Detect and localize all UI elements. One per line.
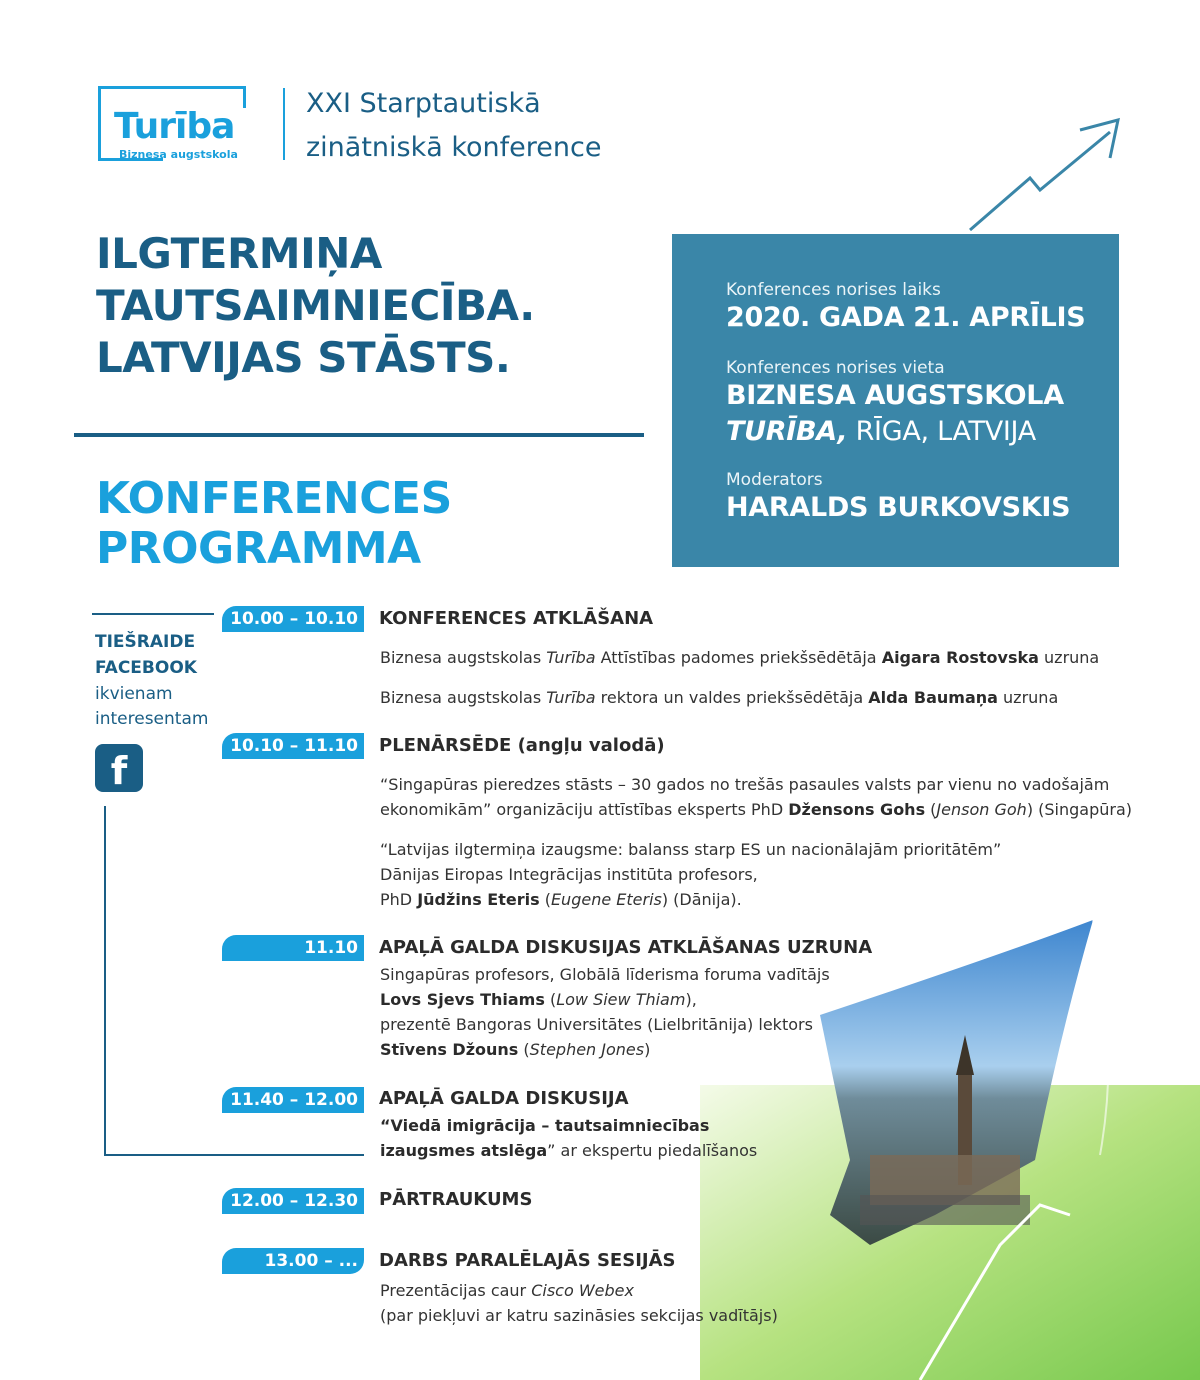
item-title-5: PĀRTRAUKUMS (379, 1189, 533, 1210)
logo-name: Turība (114, 106, 235, 147)
speaker-name: Jūdžins Eteris (417, 890, 540, 909)
item-title-4: APAĻĀ GALDA DISKUSIJA (379, 1088, 629, 1109)
speaker-name: Alda Baumaņa (868, 688, 998, 707)
t: Biznesa augstskolas (380, 688, 547, 707)
time-slot-5: 12.00 – 12.30 (222, 1188, 364, 1214)
t: Cisco Webex (531, 1281, 634, 1300)
time-slot-2: 10.10 – 11.10 (222, 733, 364, 759)
live-line3: ikvienam (95, 684, 173, 704)
t: (par piekļuvi ar katru sazināsies sekcijas vadītājs) (380, 1306, 778, 1325)
live-line4: interesentam (95, 709, 209, 729)
t (380, 1138, 757, 1163)
live-line1: TIEŠRAIDE (95, 632, 196, 652)
facebook-icon[interactable]: f (95, 744, 143, 792)
talk-speaker (380, 887, 1001, 912)
main-title-line2: TAUTSAIMNIECĪBA. (96, 281, 535, 330)
t: ( (925, 800, 937, 819)
timeline-line-bottom (104, 1154, 364, 1156)
item6-details (380, 1278, 778, 1328)
talk-speaker (380, 797, 1132, 822)
t: Low Siew Thiam (556, 990, 686, 1009)
time-label: Konferences norises laiks (726, 280, 941, 300)
time-slot-1: 10.00 – 10.10 (222, 606, 364, 632)
time-slot-6: 13.00 – ... (222, 1248, 364, 1274)
main-title (96, 228, 535, 384)
item-title-2: PLENĀRSĒDE (angļu valodā) (379, 735, 665, 756)
t: ekonomikām” organizāciju attīstības eksperts PhD (380, 800, 789, 819)
place-line1: BIZNESA AUGSTSKOLA (726, 380, 1064, 411)
item3-details (380, 962, 830, 1062)
place-label: Konferences norises vieta (726, 358, 945, 378)
t (380, 1278, 778, 1303)
title-divider (74, 433, 644, 437)
item1-speech-2 (380, 685, 1058, 710)
moderator-value: HARALDS BURKOVSKIS (726, 492, 1071, 523)
item-title-6: DARBS PARALĒLAJĀS SESIJĀS (379, 1250, 676, 1271)
t: ) (Dānija). (661, 890, 742, 909)
speaker-name: Aigara Rostovska (881, 648, 1039, 667)
t: ) (Singapūra) (1026, 800, 1133, 819)
t: Biznesa augstskolas (380, 648, 547, 667)
talk-affiliation: Dānijas Eiropas Integrācijas institūta profesors, (380, 865, 758, 884)
place-turiba: TURĪBA, (726, 416, 848, 447)
main-title-line3: LATVIJAS STĀSTS. (96, 333, 511, 382)
t: ” ar ekspertu piedalīšanos (547, 1141, 758, 1160)
t: uzruna (1038, 648, 1100, 667)
logo-subtitle: Biznesa augstskola (119, 148, 238, 161)
t (380, 987, 830, 1012)
talk-title: “Singapūras pieredzes stāsts – 30 gados no trešās pasaules valsts par vienu no vadošajām (380, 775, 1110, 794)
t: ) (644, 1040, 651, 1059)
speaker-name: Lovs Sjevs Thiams (380, 990, 545, 1009)
speaker-name: Stīvens Džouns (380, 1040, 519, 1059)
t: izaugsmes atslēga (380, 1141, 548, 1160)
t: ( (539, 890, 551, 909)
t: rektora un valdes priekšsēdētāja (595, 688, 869, 707)
t: ), (685, 990, 697, 1009)
item4-details (380, 1113, 757, 1163)
speaker-name: Dženso​ns Gohs (788, 800, 926, 819)
item2-talk-2 (380, 837, 1001, 912)
program-title (96, 474, 452, 574)
conference-name-line1: XXI Starptautiskā (306, 88, 541, 119)
t: PhD (380, 890, 418, 909)
talk-title: “Latvijas ilgtermiņa izaugsme: balanss starp ES un nacionālajām prioritātēm” (380, 840, 1002, 859)
program-title-line2: PROGRAMMA (96, 523, 421, 574)
conference-name-line2: zinātniskā konference (306, 132, 602, 163)
place-city: RĪGA, LATVIJA (847, 416, 1036, 447)
t: Prezentācijas caur (380, 1281, 532, 1300)
logo-frame-right (243, 86, 246, 108)
timeline-line (104, 806, 106, 1156)
item1-speech-1 (380, 645, 1099, 670)
item2-talk-1 (380, 772, 1132, 822)
moderator-label: Moderators (726, 470, 823, 490)
conference-info-box (672, 234, 1119, 567)
t: prezentē Bangoras Universitātes (Lielbritānija) lektors (380, 1015, 813, 1034)
t: Jenson Goh (936, 800, 1027, 819)
main-title-line1: ILGTERMIŅA (96, 229, 382, 278)
live-line2: FACEBOOK (95, 658, 197, 678)
t (380, 1037, 830, 1062)
t: ( (518, 1040, 530, 1059)
live-divider (92, 613, 214, 615)
t: Attīstības padomes priekšsēdētāja (595, 648, 882, 667)
header-divider (283, 88, 285, 160)
t: ( (544, 990, 557, 1009)
t: Eugene Eteris (550, 890, 662, 909)
t: Turība (546, 688, 596, 707)
t (380, 1113, 757, 1138)
time-value: 2020. GADA 21. APRĪLIS (726, 302, 1086, 333)
place-line2 (726, 416, 1036, 447)
time-slot-3: 11.10 (222, 935, 364, 961)
t: Turība (546, 648, 596, 667)
item-title-1: KONFERENCES ATKLĀŠANA (379, 608, 654, 629)
t: Singapūras profesors, Globālā līderisma foruma vadītājs (380, 965, 830, 984)
t: “Viedā imigrācija – tautsaimniecības (380, 1116, 710, 1135)
time-slot-4: 11.40 – 12.00 (222, 1087, 364, 1113)
growth-arrow-icon (960, 110, 1160, 240)
t: uzruna (997, 688, 1059, 707)
t: Stephen Jones (529, 1040, 645, 1059)
item-title-3: APAĻĀ GALDA DISKUSIJAS ATKLĀŠANAS UZRUNA (379, 937, 873, 958)
program-title-line1: KONFERENCES (96, 473, 452, 524)
